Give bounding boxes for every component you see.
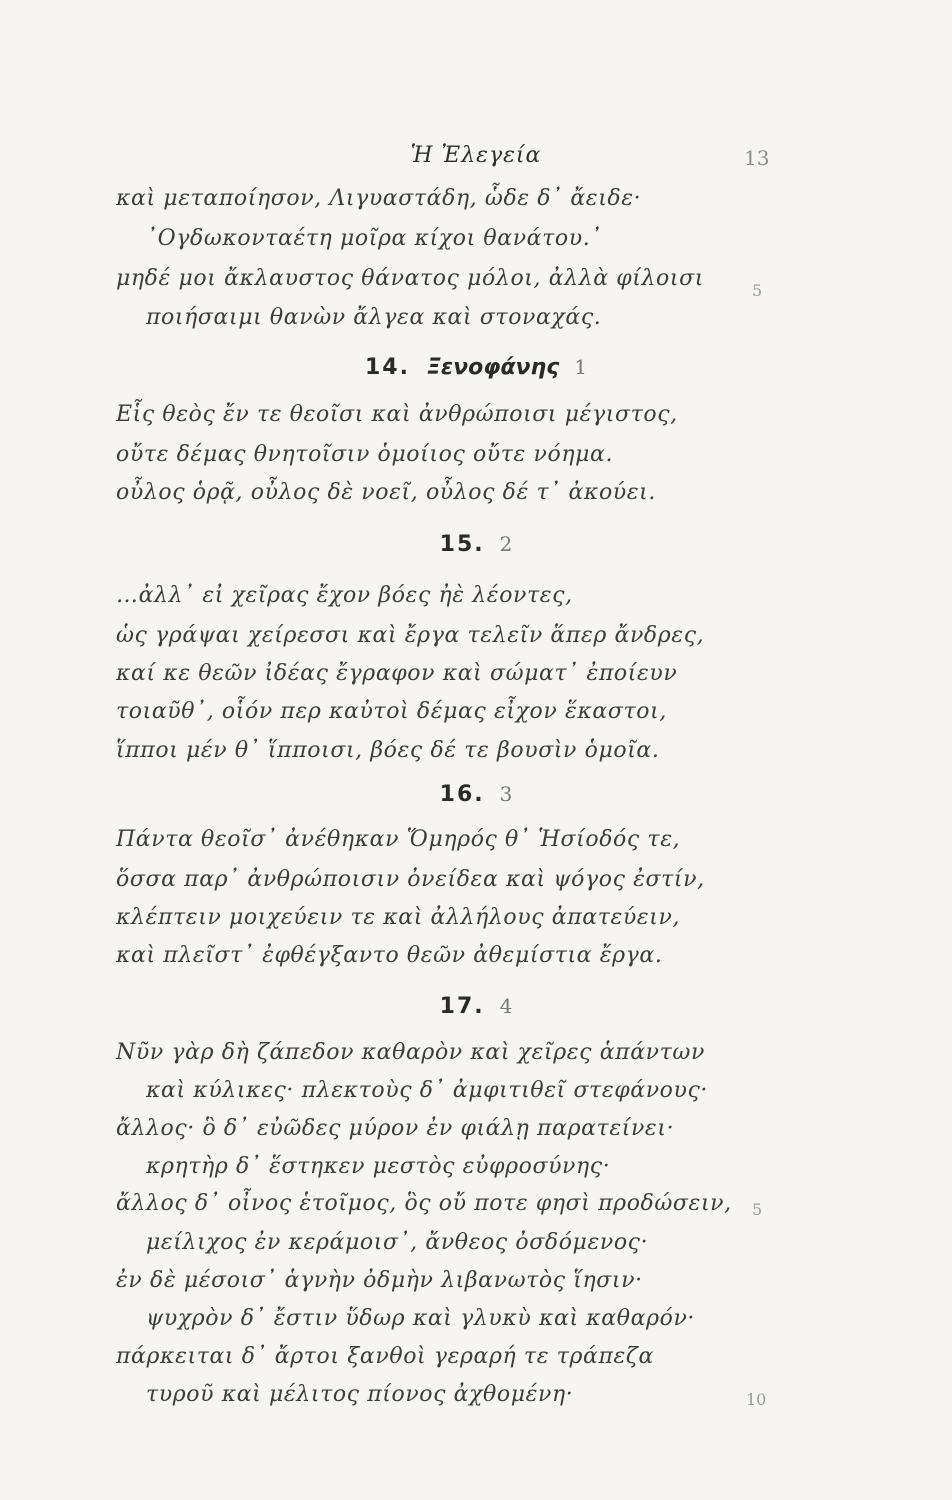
verse-line: πάρκειται δ᾿ ἄρτοι ξανθοὶ γεραρή τε τράπεζα [116, 1344, 654, 1369]
fragment-number: 16. [439, 782, 485, 807]
fragment-number: 17. [439, 994, 485, 1019]
verse-line: Νῦν γὰρ δὴ ζάπεδον καθαρὸν καὶ χεῖρες ἁπάντων [116, 1040, 705, 1065]
fragment-number: 14. [365, 355, 410, 380]
verse-line: …ἀλλ᾿ εἰ χεῖρας ἔχον βόες ἠὲ λέοντες, [116, 583, 573, 608]
verse-line: ὡς γράψαι χείρεσσι καὶ ἔργα τελεῖν ἅπερ ἄνδρες, [116, 623, 705, 648]
page-number: 13 [744, 146, 770, 170]
verse-line: καὶ κύλικες· πλεκτοὺς δ᾿ ἀμφιτιθεῖ στεφάνους· [146, 1078, 709, 1103]
verse-line: καί κε θεῶν ἰδέας ἔγραφον καὶ σώματ᾿ ἐποίευν [116, 661, 678, 686]
fragment-subnumber: 3 [499, 782, 513, 806]
verse-line: κλέπτειν μοιχεύειν τε καὶ ἀλλήλους ἀπατεύειν, [116, 905, 681, 930]
fragment-heading [0, 355, 952, 380]
fragment-author: Ξενοφάνης [426, 355, 560, 380]
verse-line: μείλιχος ἐν κεράμοισ᾿, ἄνθεος ὀσδόμενος· [146, 1230, 649, 1255]
fragment-subnumber: 4 [499, 994, 513, 1018]
verse-line: τοιαῦθ᾿, οἷόν περ καὐτοὶ δέμας εἶχον ἕκαστοι, [116, 699, 667, 724]
line-number-marker: 5 [752, 281, 763, 300]
fragment-heading [0, 782, 952, 807]
verse-line: οὔτε δέμας θνητοῖσιν ὁμοίιος οὔτε νόημα. [116, 442, 614, 467]
line-number-marker: 10 [746, 1390, 767, 1409]
verse-line: ποιήσαιμι θανὼν ἄλγεα καὶ στοναχάς. [146, 305, 602, 330]
verse-line: ὅσσα παρ᾿ ἀνθρώποισιν ὀνείδεα καὶ ψόγος ἐστίν, [116, 867, 705, 892]
verse-line: κρητὴρ δ᾿ ἕστηκεν μεστὸς εὐφροσύνης· [146, 1154, 611, 1179]
line-number-marker: 5 [752, 1200, 763, 1219]
verse-line: καὶ πλεῖστ᾿ ἐφθέγξαντο θεῶν ἀθεμίστια ἔργα. [116, 943, 663, 968]
running-head: Ἡ Ἐλεγεία [410, 143, 542, 168]
verse-line: ἐν δὲ μέσοισ᾿ ἁγνὴν ὀδμὴν λιβανωτὸς ἵησιν· [116, 1268, 643, 1293]
verse-line: ἵπποι μέν θ᾿ ἵπποισι, βόες δέ τε βουσὶν ὁμοῖα. [116, 738, 660, 763]
fragment-number: 15. [439, 532, 485, 557]
verse-line: ἄλλος· ὃ δ᾿ εὐῶδες μύρον ἐν φιάλῃ παρατείνει· [116, 1116, 675, 1141]
fragment-heading [0, 532, 952, 557]
verse-line: ᾿Ογδωκονταέτη μοῖρα κίχοι θανάτου.᾿ [146, 226, 602, 251]
verse-line: ἄλλος δ᾿ οἶνος ἑτοῖμος, ὃς οὔ ποτε φησὶ προδώσειν, [116, 1191, 732, 1216]
fragment-subnumber: 2 [499, 532, 513, 556]
verse-line: ψυχρὸν δ᾿ ἔστιν ὕδωρ καὶ γλυκὺ καὶ καθαρόν· [146, 1306, 696, 1331]
verse-line: οὖλος ὁρᾷ, οὖλος δὲ νοεῖ, οὖλος δέ τ᾿ ἀκούει. [116, 480, 657, 505]
verse-line: καὶ μεταποίησον, Λιγυαστάδη, ὧδε δ᾿ ἄειδε· [116, 186, 642, 211]
verse-line: μηδέ μοι ἄκλαυστος θάνατος μόλοι, ἀλλὰ φίλοισι [116, 266, 704, 291]
fragment-subnumber: 1 [574, 355, 587, 379]
verse-line: Πάντα θεοῖσ᾿ ἀνέθηκαν Ὅμηρός θ᾿ Ἡσίοδός τε, [116, 827, 681, 852]
verse-line: τυροῦ καὶ μέλιτος πίονος ἀχθομένη· [146, 1382, 574, 1407]
verse-line: Εἷς θεὸς ἔν τε θεοῖσι καὶ ἀνθρώποισι μέγιστος, [116, 402, 678, 427]
fragment-heading [0, 994, 952, 1019]
